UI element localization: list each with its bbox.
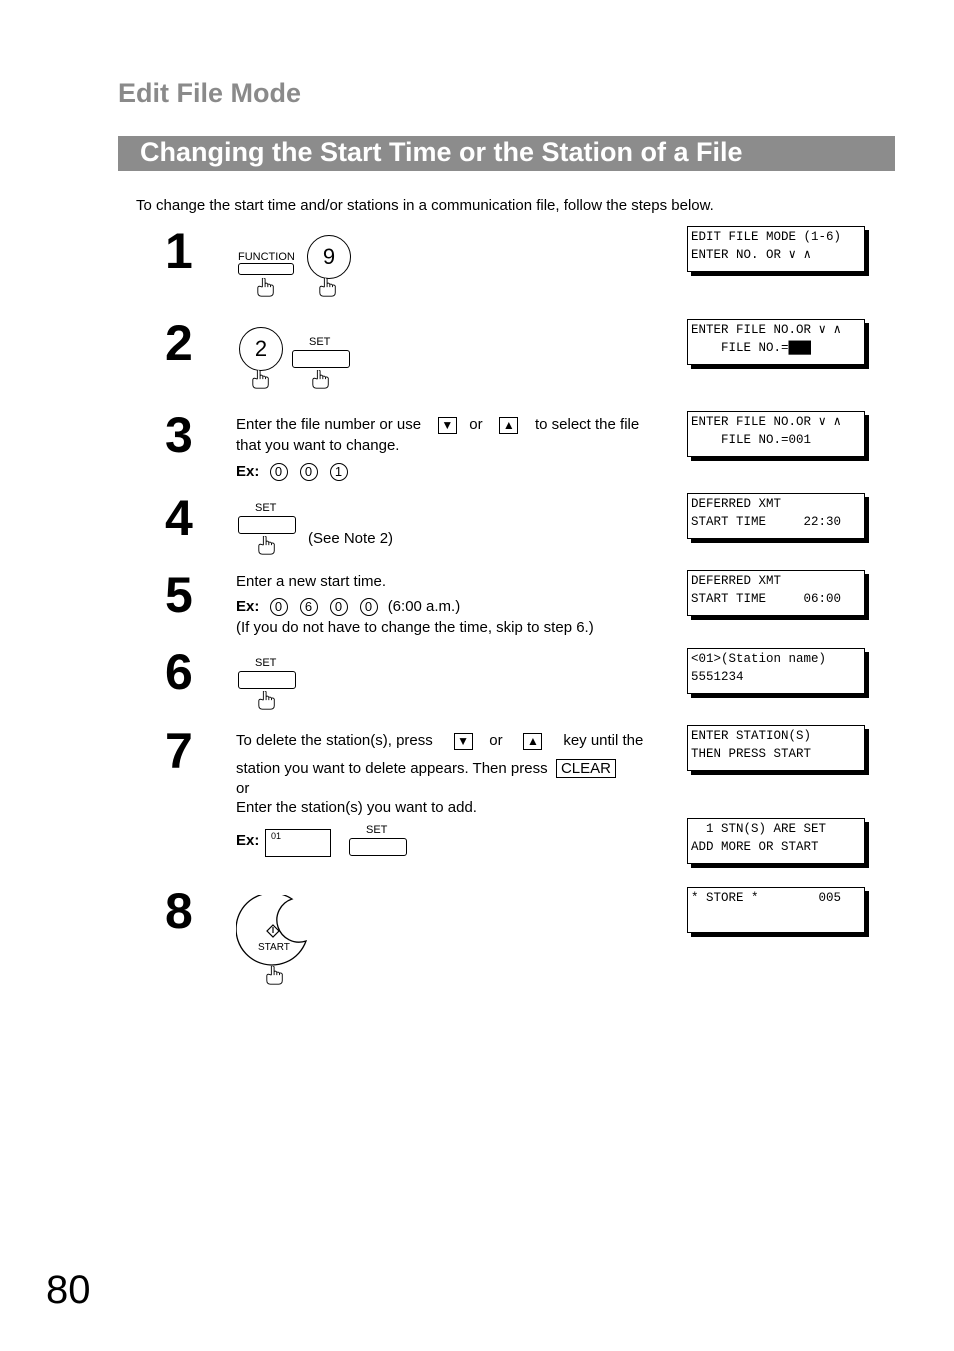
pointing-hand-icon <box>256 691 278 711</box>
lcd-display-step-2 <box>687 319 865 365</box>
digit-key: 0 <box>270 463 288 481</box>
lcd-line-1: DEFERRED XMT <box>691 574 782 588</box>
lcd-display-step-5 <box>687 570 865 616</box>
digit-key: 6 <box>300 598 318 616</box>
lcd-display-step-1 <box>687 226 865 272</box>
step-5-skip-note: (If you do not have to change the time, skip to step 6.) <box>236 619 594 636</box>
function-key[interactable] <box>238 263 294 275</box>
lcd-line-1: ENTER FILE NO.OR ∨ ∧ <box>691 415 842 429</box>
step-3-instruction-line-2: that you want to change. <box>236 437 400 454</box>
see-note: (See Note 2) <box>308 530 394 547</box>
start-key-label: START <box>258 942 290 953</box>
lcd-display-step-3 <box>687 411 865 457</box>
lcd-line-1: ENTER STATION(S) <box>691 729 812 743</box>
station-entry-field[interactable] <box>265 829 331 857</box>
digit-key: 0 <box>330 598 348 616</box>
lcd-line-1: <01>(Station name) <box>691 652 827 666</box>
step-5-number: 5 <box>165 567 193 623</box>
step-1-number: 1 <box>165 223 193 279</box>
lcd-line-2: FILE NO.=001 <box>691 432 812 447</box>
lcd-line-1: EDIT FILE MODE (1-6) <box>691 230 842 244</box>
digit-key: 0 <box>360 598 378 616</box>
set-key-label: SET <box>255 502 277 514</box>
set-key-label: SET <box>255 657 277 669</box>
lcd-line-1: * STORE * 005 <box>691 891 842 905</box>
pointing-hand-icon <box>250 370 272 390</box>
pointing-hand-icon <box>256 536 278 556</box>
lcd-line-2: ADD MORE OR START <box>691 839 819 854</box>
step-7-instruction-line-2: station you want to delete appears. Then press CLEAR <box>236 760 616 777</box>
step-3-instruction-line-1: Enter the file number or use ▼ or ▲ to select the file <box>236 416 640 433</box>
step-2-number: 2 <box>165 315 193 371</box>
step-3-number: 3 <box>165 407 193 463</box>
step-7-instruction-line-1: To delete the station(s), press ▼ or ▲ key until the <box>236 732 644 749</box>
station-entry-value: 01 <box>271 831 282 841</box>
lcd-line-2: THEN PRESS START <box>691 746 812 761</box>
up-arrow-key-icon[interactable]: ▲ <box>523 733 542 750</box>
lcd-display-step-6 <box>687 648 865 694</box>
step-7-instruction-line-3: Enter the station(s) you want to add. <box>236 799 477 816</box>
step-3-example: Ex: 0 0 1 <box>236 463 354 481</box>
title-bar <box>118 136 895 171</box>
pointing-hand-icon <box>310 370 332 390</box>
lcd-display-step-7b <box>687 818 865 864</box>
step-8-number: 8 <box>165 883 193 939</box>
page-number: 80 <box>46 1268 91 1312</box>
page-title: Changing the Start Time or the Station of a File <box>140 137 743 167</box>
set-key[interactable] <box>292 350 350 368</box>
step-6-number: 6 <box>165 644 193 700</box>
set-key[interactable] <box>238 671 296 689</box>
start-key[interactable] <box>236 895 310 971</box>
step-5-instruction: Enter a new start time. <box>236 573 387 590</box>
set-key[interactable] <box>349 838 407 856</box>
lcd-line-2: FILE NO.=███ <box>691 340 812 355</box>
pointing-hand-icon <box>264 966 286 986</box>
lcd-line-1: ENTER FILE NO.OR ∨ ∧ <box>691 323 842 337</box>
set-key-label: SET <box>366 824 388 836</box>
digit-key: 0 <box>300 463 318 481</box>
lcd-display-step-8 <box>687 887 865 933</box>
pointing-hand-icon <box>317 278 339 298</box>
lcd-line-2: 5551234 <box>691 669 744 684</box>
intro-text: To change the start time and/or stations in a communication file, follow the steps below. <box>136 197 714 214</box>
down-arrow-key-icon[interactable]: ▼ <box>438 417 457 434</box>
pointing-hand-icon <box>255 278 277 298</box>
down-arrow-key-icon[interactable]: ▼ <box>454 733 473 750</box>
key-9[interactable]: 9 <box>307 235 351 279</box>
digit-key: 1 <box>330 463 348 481</box>
lcd-display-step-7a <box>687 725 865 771</box>
lcd-line-2: START TIME 06:00 <box>691 591 842 606</box>
step-7-or: or <box>236 780 250 797</box>
lcd-display-step-4 <box>687 493 865 539</box>
key-2[interactable]: 2 <box>239 327 283 371</box>
lcd-line-1: 1 STN(S) ARE SET <box>691 822 827 836</box>
up-arrow-key-icon[interactable]: ▲ <box>499 417 518 434</box>
section-title: Edit File Mode <box>118 78 302 108</box>
lcd-line-2: ENTER NO. OR ∨ ∧ <box>691 247 812 262</box>
step-5-example: Ex: 0 6 0 0 (6:00 a.m.) <box>236 598 461 615</box>
set-key-label: SET <box>309 336 331 348</box>
lcd-line-1: DEFERRED XMT <box>691 497 782 511</box>
clear-key[interactable]: CLEAR <box>556 759 616 778</box>
set-key[interactable] <box>238 516 296 534</box>
lcd-line-2: START TIME 22:30 <box>691 514 842 529</box>
step-7-example-label: Ex: <box>236 832 260 849</box>
function-key-label: FUNCTION <box>238 251 295 263</box>
digit-key: 0 <box>270 598 288 616</box>
step-4-number: 4 <box>165 490 193 546</box>
step-7-number: 7 <box>165 723 193 779</box>
